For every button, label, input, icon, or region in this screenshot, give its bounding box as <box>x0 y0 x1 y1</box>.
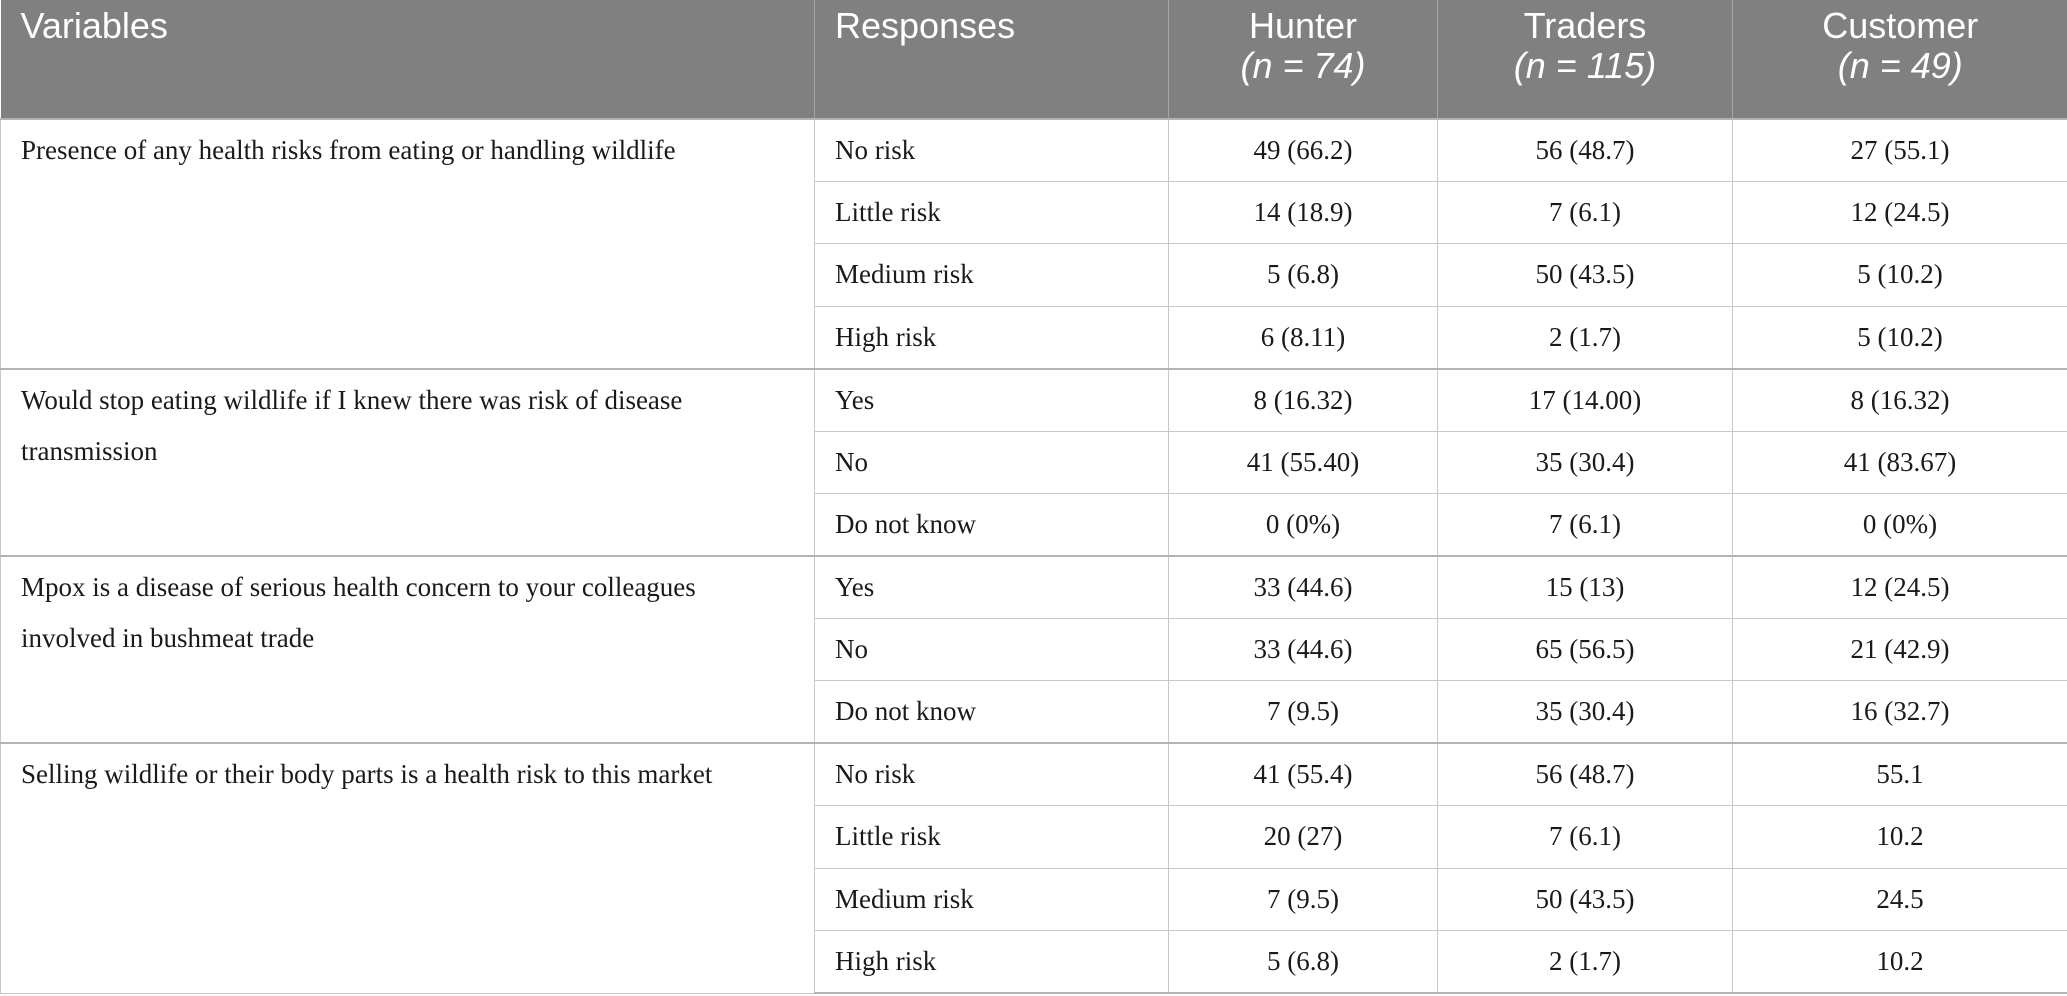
header-traders-label: Traders <box>1523 5 1647 46</box>
response-cell: No risk <box>815 743 1169 805</box>
customer-cell: 27 (55.1) <box>1733 119 2067 181</box>
header-row <box>1 0 2067 119</box>
response-cell: Medium risk <box>815 244 1169 306</box>
traders-cell: 35 (30.4) <box>1438 431 1733 493</box>
header-traders-n: (n = 115) <box>1513 45 1657 86</box>
traders-cell: 7 (6.1) <box>1438 806 1733 868</box>
hunter-cell: 41 (55.40) <box>1169 431 1438 493</box>
traders-cell: 56 (48.7) <box>1438 119 1733 181</box>
hunter-cell: 7 (9.5) <box>1169 868 1438 930</box>
traders-cell: 2 (1.7) <box>1438 306 1733 368</box>
table-row <box>1 743 2067 805</box>
customer-cell: 12 (24.5) <box>1733 556 2067 618</box>
hunter-cell: 33 (44.6) <box>1169 618 1438 680</box>
hunter-cell: 7 (9.5) <box>1169 681 1438 743</box>
customer-cell: 41 (83.67) <box>1733 431 2067 493</box>
table-row <box>1 369 2067 431</box>
traders-cell: 2 (1.7) <box>1438 930 1733 993</box>
customer-cell: 0 (0%) <box>1733 494 2067 556</box>
customer-cell: 5 (10.2) <box>1733 244 2067 306</box>
response-cell: Yes <box>815 369 1169 431</box>
customer-cell: 24.5 <box>1733 868 2067 930</box>
traders-cell: 15 (13) <box>1438 556 1733 618</box>
customer-cell: 16 (32.7) <box>1733 681 2067 743</box>
hunter-cell: 8 (16.32) <box>1169 369 1438 431</box>
header-hunter-n: (n = 74) <box>1240 45 1366 86</box>
header-hunter-label: Hunter <box>1248 5 1358 46</box>
hunter-cell: 5 (6.8) <box>1169 244 1438 306</box>
hunter-cell: 6 (8.11) <box>1169 306 1438 368</box>
response-cell: Do not know <box>815 494 1169 556</box>
response-cell: High risk <box>815 306 1169 368</box>
customer-cell: 8 (16.32) <box>1733 369 2067 431</box>
table-row <box>1 556 2067 618</box>
response-cell: No risk <box>815 119 1169 181</box>
table-header <box>1 0 2067 119</box>
customer-cell: 10.2 <box>1733 806 2067 868</box>
traders-cell: 7 (6.1) <box>1438 494 1733 556</box>
hunter-cell: 0 (0%) <box>1169 494 1438 556</box>
traders-cell: 56 (48.7) <box>1438 743 1733 805</box>
variable-cell: Presence of any health risks from eating or handling wildlife <box>1 119 815 369</box>
response-cell: No <box>815 431 1169 493</box>
hunter-cell: 20 (27) <box>1169 806 1438 868</box>
traders-cell: 65 (56.5) <box>1438 618 1733 680</box>
traders-cell: 17 (14.00) <box>1438 369 1733 431</box>
hunter-cell: 49 (66.2) <box>1169 119 1438 181</box>
customer-cell: 21 (42.9) <box>1733 618 2067 680</box>
response-cell: Yes <box>815 556 1169 618</box>
hunter-cell: 41 (55.4) <box>1169 743 1438 805</box>
header-hunter <box>1169 0 1438 119</box>
traders-cell: 7 (6.1) <box>1438 181 1733 243</box>
response-cell: No <box>815 618 1169 680</box>
customer-cell: 55.1 <box>1733 743 2067 805</box>
table-body <box>1 119 2067 993</box>
response-cell: Do not know <box>815 681 1169 743</box>
variable-cell: Mpox is a disease of serious health concern to your colleagues involved in bushmeat trade <box>1 556 815 743</box>
variable-cell: Selling wildlife or their body parts is a health risk to this market <box>1 743 815 993</box>
hunter-cell: 14 (18.9) <box>1169 181 1438 243</box>
customer-cell: 12 (24.5) <box>1733 181 2067 243</box>
response-cell: Little risk <box>815 181 1169 243</box>
variable-cell: Would stop eating wildlife if I knew there was risk of disease transmission <box>1 369 815 556</box>
header-customer <box>1733 0 2067 119</box>
header-responses: Responses <box>815 0 1169 119</box>
response-cell: Medium risk <box>815 868 1169 930</box>
traders-cell: 50 (43.5) <box>1438 244 1733 306</box>
hunter-cell: 5 (6.8) <box>1169 930 1438 993</box>
hunter-cell: 33 (44.6) <box>1169 556 1438 618</box>
header-variables: Variables <box>1 0 815 119</box>
response-cell: Little risk <box>815 806 1169 868</box>
customer-cell: 5 (10.2) <box>1733 306 2067 368</box>
header-customer-label: Customer <box>1822 5 1979 46</box>
response-cell: High risk <box>815 930 1169 993</box>
table-row <box>1 119 2067 181</box>
header-traders <box>1438 0 1733 119</box>
customer-cell: 10.2 <box>1733 930 2067 993</box>
traders-cell: 50 (43.5) <box>1438 868 1733 930</box>
header-customer-n: (n = 49) <box>1837 45 1963 86</box>
traders-cell: 35 (30.4) <box>1438 681 1733 743</box>
